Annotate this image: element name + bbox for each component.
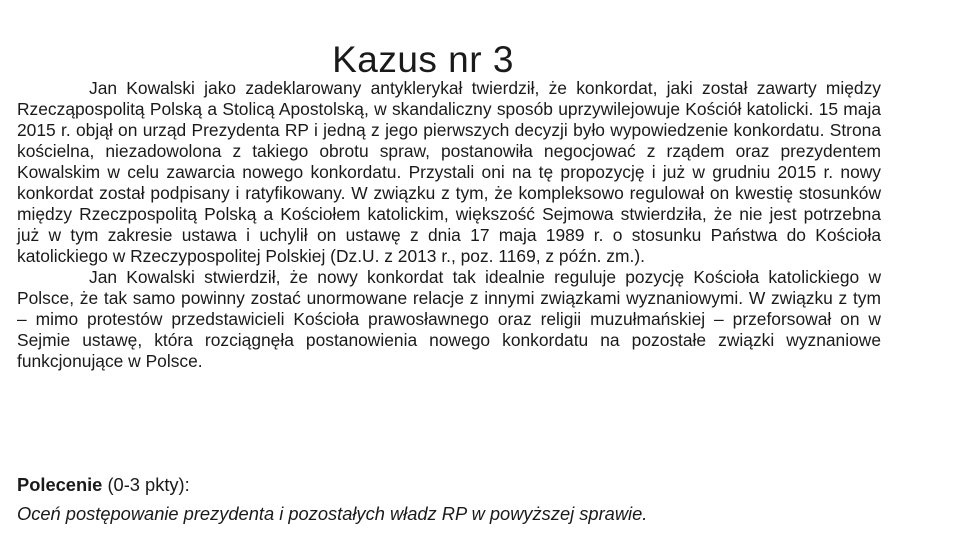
case-paragraph-2: Jan Kowalski stwierdził, że nowy konkordat tak idealnie reguluje pozycję Kościoła katolickiego w Polsce, że tak samo powinny zostać unormowane relacje z innymi związkami wyznaniowymi. W związku z tym – mimo protestów przedstawicieli Kościoła prawosławnego oraz religii muzułmańskiej – przeforsował on w Sejmie ustawę, która rozciągnęła postanowienia nowego konkordatu na pozostałe związki wyznaniowe funkcjonujące w Polsce. bbox=[17, 267, 881, 371]
task-points: (0-3 pkty): bbox=[102, 474, 190, 495]
case-paragraph-1: Jan Kowalski jako zadeklarowany antyklerykał twierdził, że konkordat, jaki został zawarty między Rzecząpospolitą Polską a Stolicą Apostolską, w skandaliczny sposób uprzywilejowuje Kościół katolicki. 15 maja 2015 r. objął on urząd Prezydenta RP i jedną z jego pierwszych decyzji było wypowiedzenie konkordatu. Strona kościelna, niezadowolona z takiego obrotu spraw, postanowiła negocjować z rządem oraz prezydentem Kowalskim w celu zawarcia nowego konkordatu. Przystali oni na tę propozycję i już w grudniu 2015 r. nowy konkordat został podpisany i ratyfikowany. W związku z tym, że kompleksowo regulował on kwestię stosunków między Rzeczpospolitą Polską a Kościołem katolickim, większość Sejmowa stwierdziła, że nie jest potrzebna już w tym zakresie ustawa i uchylił on ustawę z dnia 17 maja 1989 r. o stosunku Państwa do Kościoła katolickiego w Rzeczypospolitej Polskiej (Dz.U. z 2013 r., poz. 1169, z późn. zm.). bbox=[17, 78, 881, 266]
task-heading-line bbox=[17, 470, 917, 499]
task-block bbox=[17, 470, 917, 528]
task-description: Oceń postępowanie prezydenta i pozostałych władz RP w powyższej sprawie. bbox=[17, 503, 648, 524]
case-description bbox=[17, 78, 881, 372]
slide-title: Kazus nr 3 bbox=[332, 38, 514, 80]
task-heading: Polecenie bbox=[17, 474, 103, 495]
